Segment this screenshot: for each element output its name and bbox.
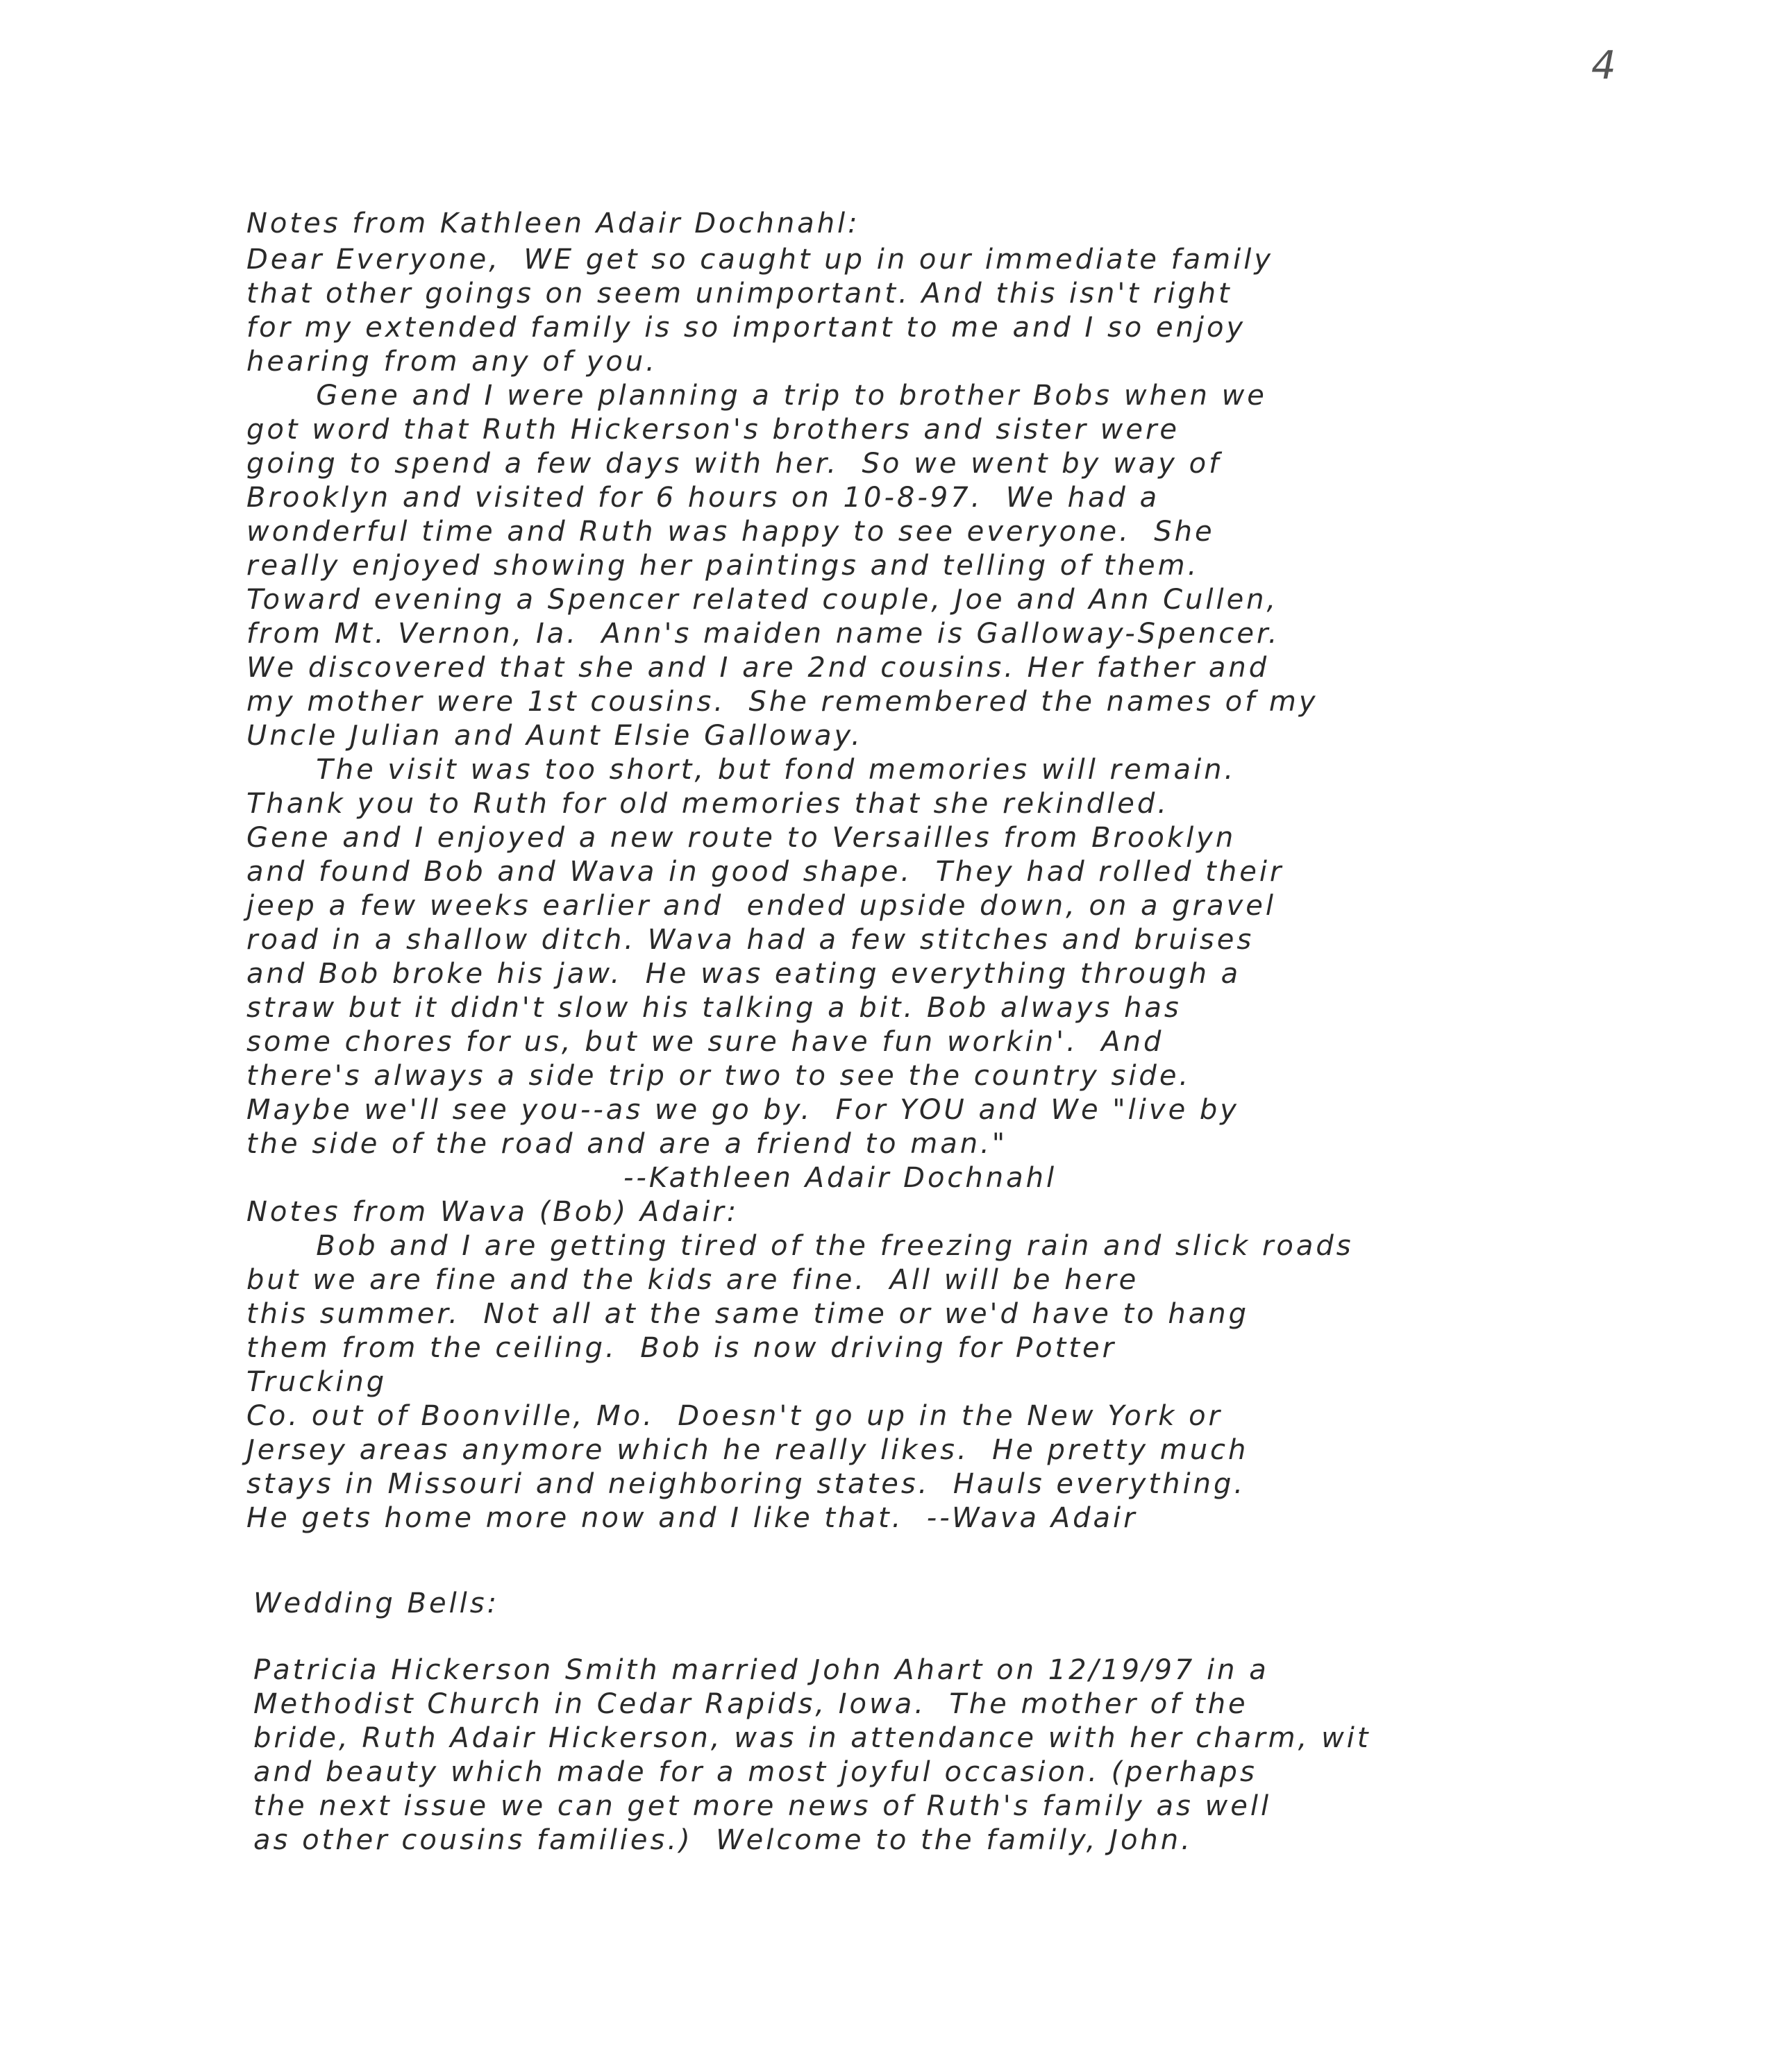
text-line: from Mt. Vernon, Ia. Ann's maiden name is Galloway-Spencer. [246,618,1280,650]
text-line: He gets home more now and I like that. --Wava Adair [246,1502,1138,1534]
text-line: my mother were 1st cousins. She remembered the names of my [246,686,1318,718]
text-line: straw but it didn't slow his talking a bit. Bob always has [246,992,1182,1024]
text-line: Dear Everyone, WE get so caught up in our immediate family [246,244,1274,276]
text-line: bride, Ruth Adair Hickerson, was in attendance with her charm, wit [253,1722,1371,1754]
text-line: Maybe we'll see you--as we go by. For YOU and We "live by [246,1094,1239,1126]
text-line: Gene and I were planning a trip to brother Bobs when we [246,380,1267,412]
text-line: Trucking [246,1366,387,1398]
page-number: 4 [1591,43,1616,88]
text-line: Brooklyn and visited for 6 hours on 10-8-97. We had a [246,482,1160,514]
text-line: but we are fine and the kids are fine. All will be here [246,1264,1139,1296]
wedding-heading: Wedding Bells: [253,1587,500,1619]
text-line: The visit was too short, but fond memories will remain. [246,754,1236,786]
text-line: Bob and I are getting tired of the freezing rain and slick roads [246,1230,1354,1262]
text-line: wonderful time and Ruth was happy to see everyone. She [246,516,1215,548]
text-line: that other goings on seem unimportant. And this isn't right [246,278,1232,310]
text-line: We discovered that she and I are 2nd cousins. Her father and [246,652,1270,684]
text-line: stays in Missouri and neighboring states. Hauls everything. [246,1468,1246,1500]
text-line: Methodist Church in Cedar Rapids, Iowa. The mother of the [253,1688,1248,1720]
text-line: some chores for us, but we sure have fun workin'. And [246,1026,1164,1058]
text-line: and beauty which made for a most joyful occasion. (perhaps [253,1756,1257,1788]
text-line: this summer. Not all at the same time or we'd have to hang [246,1298,1249,1330]
text-line: as other cousins families.) Welcome to the family, John. [253,1824,1193,1856]
text-line: for my extended family is so important to me and I so enjoy [246,312,1246,344]
text-line: the next issue we can get more news of Ruth's family as well [253,1790,1272,1822]
text-line: Patricia Hickerson Smith married John Ahart on 12/19/97 in a [253,1654,1269,1686]
text-line: there's always a side trip or two to see the country side. [246,1060,1191,1092]
text-line: Co. out of Boonville, Mo. Doesn't go up in the New York or [246,1400,1223,1432]
text-line: road in a shallow ditch. Wava had a few stitches and bruises [246,924,1255,956]
kathleen-notes-heading: Notes from Kathleen Adair Dochnahl: [246,208,860,239]
text-line: Gene and I enjoyed a new route to Versailles from Brooklyn [246,822,1236,854]
text-line: them from the ceiling. Bob is now driving for Potter [246,1332,1117,1364]
text-line: hearing from any of you. [246,346,657,378]
text-line: going to spend a few days with her. So we went by way of [246,448,1222,480]
text-line: got word that Ruth Hickerson's brothers and sister were [246,414,1180,446]
text-line: jeep a few weeks earlier and ended upside down, on a gravel [246,890,1277,922]
text-line: Uncle Julian and Aunt Elsie Galloway. [246,720,863,752]
text-line: the side of the road and are a friend to man." [246,1128,1008,1160]
text-line: Thank you to Ruth for old memories that she rekindled. [246,788,1170,820]
text-line: Jersey areas anymore which he really likes. He pretty much [246,1434,1249,1466]
text-line: Toward evening a Spencer related couple, Joe and Ann Cullen, [246,584,1279,616]
kathleen-signature: --Kathleen Adair Dochnahl [623,1162,1057,1194]
text-line: and found Bob and Wava in good shape. They had rolled their [246,856,1284,888]
wava-notes-heading: Notes from Wava (Bob) Adair: [246,1196,739,1228]
text-line: and Bob broke his jaw. He was eating everything through a [246,958,1241,990]
text-line: really enjoyed showing her paintings and telling of them. [246,550,1200,582]
